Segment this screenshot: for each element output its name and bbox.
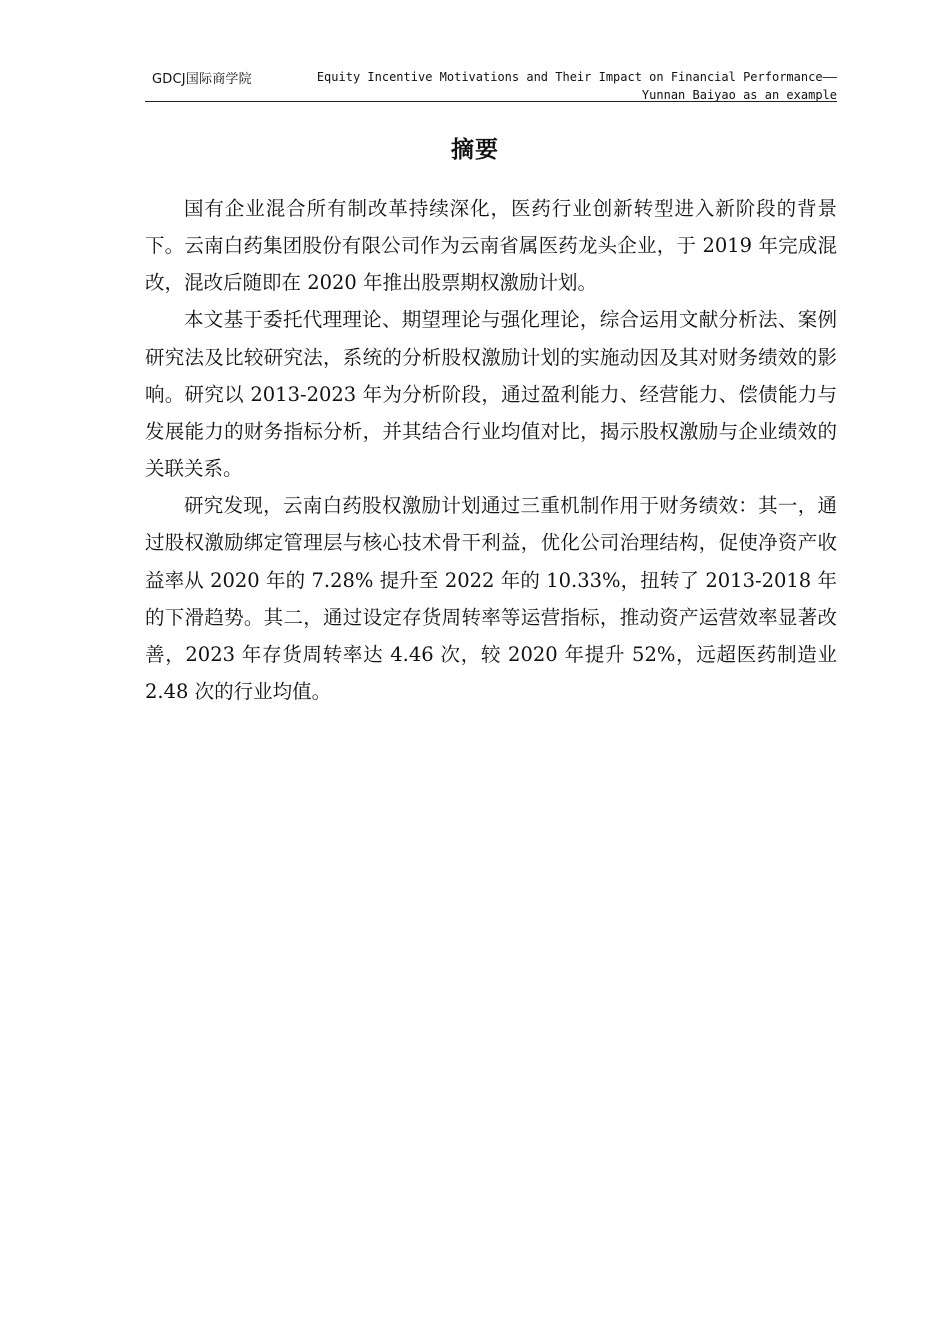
abstract-paragraph-1: 国有企业混合所有制改革持续深化，医药行业创新转型进入新阶段的背景下。云南白药集团股份有限公司作为云南省属医药龙头企业，于 2019 年完成混改，混改后随即在 2020 年推出股票期权激励计划。 bbox=[145, 197, 837, 295]
header-divider bbox=[145, 101, 837, 102]
page-header bbox=[145, 66, 837, 102]
page-title: 摘要 bbox=[451, 137, 499, 163]
abstract-paragraph-3: 研究发现，云南白药股权激励计划通过三重机制作用于财务绩效：其一，通过股权激励绑定管理层与核心技术骨干利益，优化公司治理结构，促使净资产收益率从 2020 年的 7.28% 提升至 2022 年的 10.33%，扭转了 2013-2018 年的下滑趋势。其二，通过设定存货周转率等运营指标，推动资产运营效率显著改善，2023 年存货周转率达 4.46 次，较 2020 年提升 52%，远超医药制造业 2.48 次的行业均值。 bbox=[145, 494, 837, 704]
abstract-paragraph-2: 本文基于委托代理理论、期望理论与强化理论，综合运用文献分析法、案例研究法及比较研究法，系统的分析股权激励计划的实施动因及其对财务绩效的影响。研究以 2013-2023 年为分析阶段，通过盈利能力、经营能力、偿债能力与发展能力的财务指标分析，并其结合行业均值对比，揭示股权激励与企业绩效的关联关系。 bbox=[145, 308, 837, 481]
header-thesis-title bbox=[277, 68, 837, 104]
header-title-line-1: Equity Incentive Motivations and Their Impact on Financial Performance—— bbox=[316, 70, 837, 84]
header-institution: GDCJ国际商学院 bbox=[152, 72, 252, 87]
header-title-line-2: Yunnan Baiyao as an example bbox=[641, 88, 837, 102]
abstract-body bbox=[145, 190, 837, 710]
